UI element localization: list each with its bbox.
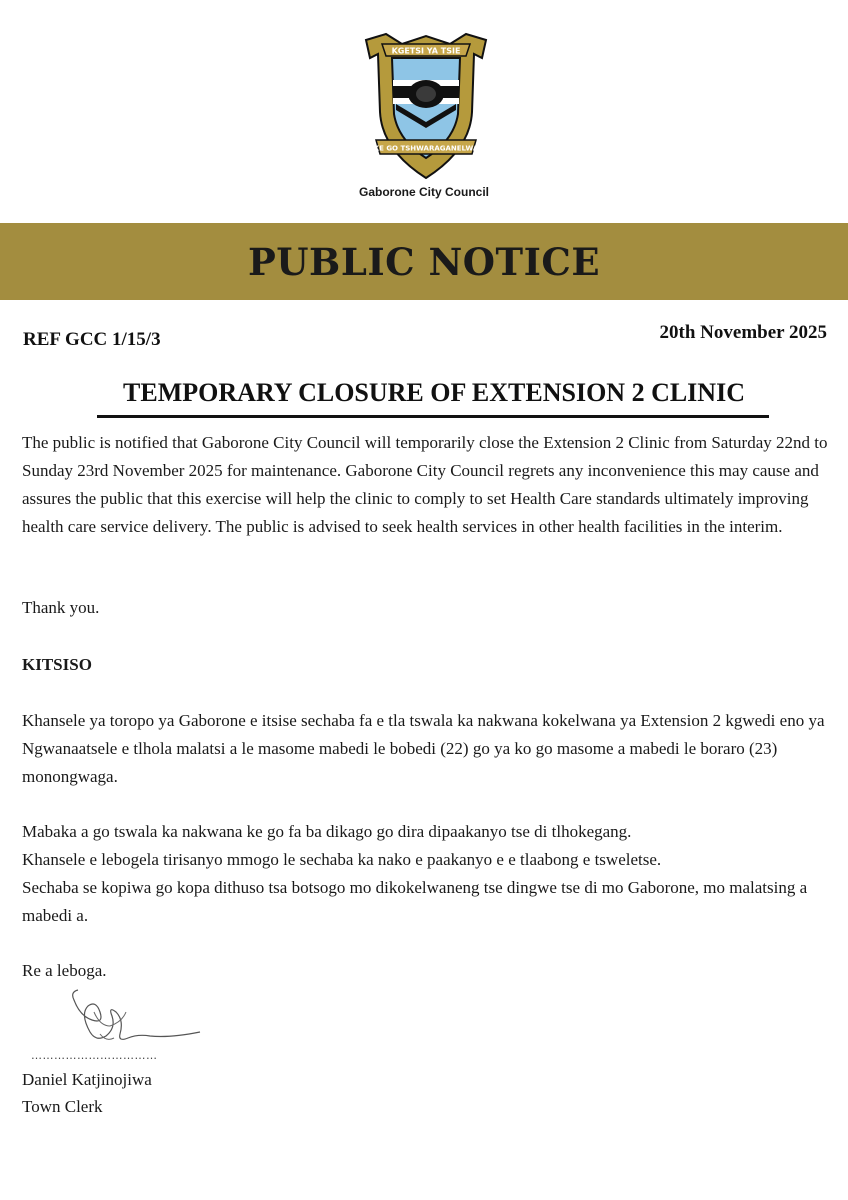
closing-text: Re a leboga. <box>22 961 107 980</box>
signature-line: …………………………… <box>31 1049 158 1062</box>
signatory-title: Town Clerk <box>22 1097 103 1116</box>
setswana-line: Khansele e lebogela tirisanyo mmogo le sechaba ka nako e paakanyo e e tlaabong e tsweletse. <box>22 850 662 869</box>
notice-banner <box>0 223 848 300</box>
kitsiso-heading: KITSISO <box>22 655 92 674</box>
reference-number: REF GCC 1/15/3 <box>23 329 161 350</box>
setswana-line: Mabaka a go tswala ka nakwana ke go fa ba dikago go dira dipaakanyo tse di tlhokegang. <box>22 822 632 841</box>
crest-motto-top: KGETSI YA TSIE <box>391 46 461 56</box>
banner-title: PUBLIC NOTICE <box>247 239 601 284</box>
crest-motto-bottom: KE GO TSHWARAGANELWA <box>373 144 479 153</box>
english-paragraph: The public is notified that Gaborone City Council will temporarily close the Extension 2 Clinic from Saturday 22nd to Sunday 23rd November 2025 for maintenance. Gaborone City Council regrets any inconvenience this may cause and assures the public that this exercise will help the clinic to comply to set Health Care standards ultimately improving health care service delivery. The public is advised to seek health services in other health facilities in the interim. <box>22 433 828 536</box>
signatory-name: Daniel Katjinojiwa <box>22 1070 152 1089</box>
council-name: Gaborone City Council <box>358 185 489 199</box>
setswana-line: Sechaba se kopiwa go kopa dithuso tsa botsogo mo dikokelwaneng tse dingwe tse di mo Gaborone, mo malatsing a mabedi a. <box>22 878 808 925</box>
setswana-paragraph-2 <box>22 818 828 930</box>
notice-date: 20th November 2025 <box>659 322 827 343</box>
coat-of-arms-icon <box>362 22 490 180</box>
headline-underline <box>97 415 769 418</box>
setswana-paragraph-1: Khansele ya toropo ya Gaborone e itsise sechaba fa e tla tswala ka nakwana kokelwana ya Extension 2 kgwedi eno ya Ngwanaatsele e tlhola malatsi a le masome mabedi le bobedi (22) go ya ko go masome a mabedi le boraro (23) monongwaga. <box>22 711 825 786</box>
thanks-text: Thank you. <box>22 598 100 617</box>
notice-headline: TEMPORARY CLOSURE OF EXTENSION 2 CLINIC <box>123 378 745 407</box>
